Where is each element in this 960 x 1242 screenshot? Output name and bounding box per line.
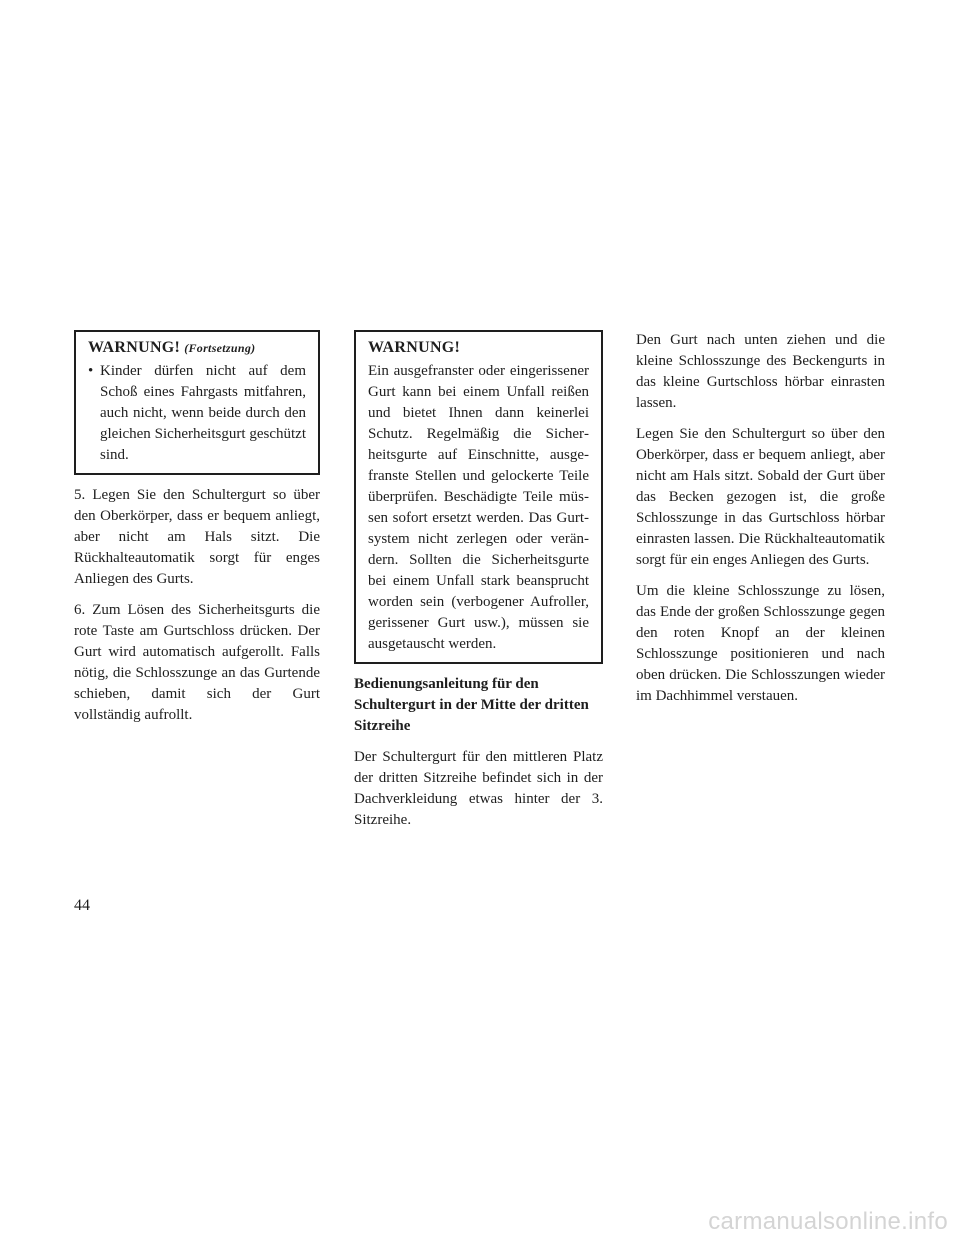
column-right: [636, 330, 885, 717]
column-middle: [354, 330, 603, 841]
paragraph-2: Legen Sie den Schultergurt so über den Oberkörper, dass er bequem anliegt, aber nicht am Hals sitzt. Sobald der Gurt über das Becken gezogen ist, die große Schlosszunge in das Gurtschloss hörbar einrasten lassen. Die Rückhalteautomatik sorgt für ein enges Anliegen des Gurts.: [636, 426, 885, 568]
warning-title-text: WARNUNG!: [88, 339, 181, 356]
warning-title: WARNUNG!: [368, 339, 461, 356]
warning-box: [354, 330, 603, 664]
step-5-paragraph: 5. Legen Sie den Schultergurt so über den Oberkörper, dass er bequem anliegt, aber nicht am Hals sitzt. Die Rückhalteautomatik sorgt für enges Anliegen des Gurts.: [74, 487, 320, 587]
site-watermark: carmanualsonline.info: [708, 1208, 948, 1235]
paragraph-3: Um die kleine Schlosszunge zu lösen, das Ende der großen Schlosszunge gegen den roten Knopf an der kleinen Schlosszunge positionieren und nach oben drücken. Die Schlosszungen wieder im Dachhimmel verstauen.: [636, 583, 885, 704]
section-paragraph: Der Schultergurt für den mittleren Platz der dritten Sitzreihe befindet sich in der Dachverkleidung etwas hinter der 3. Sitzreihe.: [354, 749, 603, 828]
warning-bullet-item: [88, 361, 306, 466]
warning-title: [88, 337, 306, 359]
paragraph-1: Den Gurt nach unten ziehen und die kleine Schlosszunge des Beckengurts in das kleine Gurtschloss hörbar einrasten lassen.: [636, 332, 885, 411]
warning-continuation: (Fortsetzung): [184, 341, 256, 355]
page-number: 44: [74, 897, 90, 914]
bullet-icon: •: [88, 363, 94, 379]
warning-text: Ein ausgefranster oder eingerissener Gurt kann bei einem Unfall reißen und bietet Ihnen dann keinerlei Schutz. Regelmäßig die Sicherheitsgurte auf Einschnitte, ausgefranste Stellen und gelockerte Teile überprüfen. Beschädigte Teile müssen sofort ersetzt werden. Das Gurtsystem nicht zerlegen oder verändern. Sollten die Sicherheitsgurte bei einem Unfall stark beansprucht worden sein (verbogener Aufroller, gerissener Gurt usw.), müssen sie ausgetauscht werden.: [368, 363, 589, 652]
column-left: [74, 330, 320, 736]
warning-bullet-text: Kinder dürfen nicht auf dem Schoß eines Fahrgasts mitfahren, auch nicht, wenn beide durch den gleichen Sicherheitsgurt geschützt sind.: [100, 363, 306, 463]
step-6-paragraph: 6. Zum Lösen des Sicherheitsgurts die rote Taste am Gurtschloss drücken. Der Gurt wird automatisch aufgerollt. Falls nötig, die Schlosszunge an das Gurtende schieben, damit sich der Gurt vollständig aufrollt.: [74, 602, 320, 723]
section-heading: Bedienungsanleitung für den Schultergurt in der Mitte der dritten Sitzreihe: [354, 676, 589, 734]
warning-box-continued: [74, 330, 320, 475]
